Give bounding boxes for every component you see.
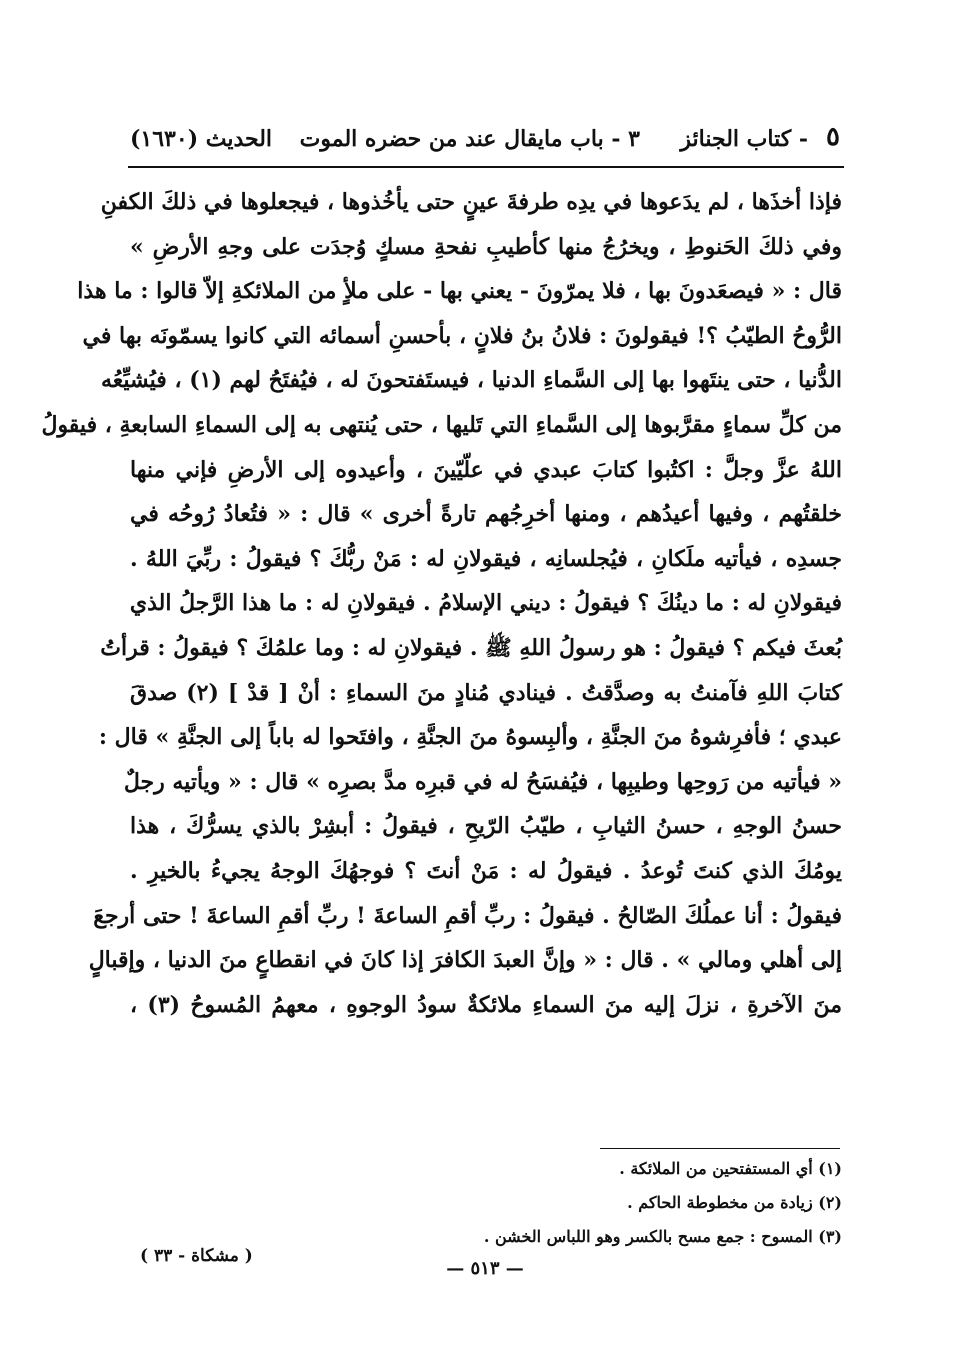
text-line: إلى أهلي ومالي » . قال : « وإنَّ العبدَ الكافرَ إذا كانَ في انقطاعٍ منَ الدنيا ، وإقبالٍ [88,947,842,974]
source-reference: ( مشكاة - ٣٣ ) [140,1246,253,1266]
text-line: كتابَ اللهِ فآمنتُ به وصدَّقتُ . فينادي مُنادٍ منَ السماءِ : أنْ [ قدْ ] (٢) صدقَ [130,679,842,706]
chapter-number: ٥ [826,122,840,152]
text-line: قال : « فيصعَدونَ بها ، فلا يمرّونَ - يعني بها - على ملأٍ من الملائكةِ إلاّ قالوا : ما هذا [77,278,842,305]
running-header [130,118,840,166]
footnotes [382,1152,842,1254]
text-line: من كلِّ سماءٍ مقرَّبوها إلى السَّماءِ التي تَليها ، حتى يُنتهى به إلى السماءِ السابعةِ ، فيقولُ [41,411,842,438]
text-line: حسنُ الوجهِ ، حسنُ الثيابِ ، طيّبُ الرّيحِ ، فيقولُ : أبشِرْ بالذي يسرُّكَ ، هذا [130,813,842,840]
text-line: اللهُ عزَّ وجلَّ : اكتُبوا كتابَ عبدي في علّيّينَ ، وأعيدوه إلى الأرضِ فإني منها [130,456,842,483]
book-title: - كتاب الجنائز [680,126,808,152]
text-line: عبدي ؛ فأفرِشوهُ منَ الجنَّةِ ، وألبِسوهُ منَ الجنَّةِ ، وافتَحوا له باباً إلى الجنَّةِ » قال : [98,724,842,751]
text-line: « فيأتيه من رَوحِها وطيبِها ، فيُفسَحُ له في قبرِه مدَّ بصرِه » قال : « ويأتيه رجلٌ [123,768,842,795]
text-line: فإذا أخذَها ، لم يدَعوها في يدِه طرفةَ عينٍ حتى يأخُذوها ، فيجعلوها في ذلكَ الكفنِ [100,189,842,215]
text-line: جسدِه ، فيأتيه ملَكانِ ، فيُجلسانِه ، فيقولانِ له : مَنْ ربُّكَ ؟ فيقولُ : ربِّيَ اللهُ . [130,545,842,572]
main-text [41,180,842,1027]
text-line: بُعثَ فيكم ؟ فيقولُ : هو رسولُ اللهِ ﷺ . فيقولانِ له : وما علمُكَ ؟ فيقولُ : قرأتُ [100,634,842,661]
page-number: — ٥١٣ — [446,1258,524,1279]
header-rule [128,166,844,168]
text-line: خلقتُهم ، وفيها أعيدُهم ، ومنها أخرِجُهم تارةً أخرى » قال : « فتُعادُ رُوحُه في [130,501,842,528]
footnote: (٣) المسوح : جمع مسح بالكسر وهو اللباس الخشن . [483,1227,842,1246]
bab-title: ٣ - باب مايقال عند من حضره الموت [299,126,640,152]
text-line: الدُّنيا ، حتى ينتَهوا بها إلى السَّماءِ الدنيا ، فيستَفتحونَ له ، فيُفتَحُ لهم (١) ، فيُشيِّعُه [100,367,842,394]
text-line: يومُكَ الذي كنتَ تُوعدُ . فيقولُ له : مَنْ أنتَ ؟ فوجهُكَ الوجهُ يجيءُ بالخيرِ . [130,857,842,884]
text-line: وفي ذلكَ الحَنوطِ ، ويخرُجُ منها كأطيبِ نفحةِ مسكٍ وُجدَت على وجهِ الأرضِ » [130,233,842,260]
footnote: (٢) زيادة من مخطوطة الحاكم . [627,1193,842,1212]
text-line: الرُّوحُ الطيّبُ ؟! فيقولونَ : فلانُ بنُ فلانٍ ، بأحسنِ أسمائه التي كانوا يسمّونَه بها في [82,322,842,349]
text-line: منَ الآخرةِ ، نزلَ إليه منَ السماءِ ملائكةٌ سودُ الوجوهِ ، معهمُ المُسوحُ (٣) ، [130,991,842,1018]
text-line: فيقولُ : أنا عملُكَ الصّالحُ . فيقولُ : ربِّ أقمِ الساعةَ ! ربِّ أقمِ الساعةَ ! حتى أرجعَ [93,902,842,929]
text-line: فيقولانِ له : ما دينُكَ ؟ فيقولُ : ديني الإسلامُ . فيقولانِ له : ما هذا الرَّجلُ الذي [129,590,842,617]
footnote: (١) أي المستفتحين من الملائكة . [619,1159,842,1178]
footnote-rule [600,1148,840,1149]
hadith-number: الحديث (١٦٣٠) [130,126,273,152]
